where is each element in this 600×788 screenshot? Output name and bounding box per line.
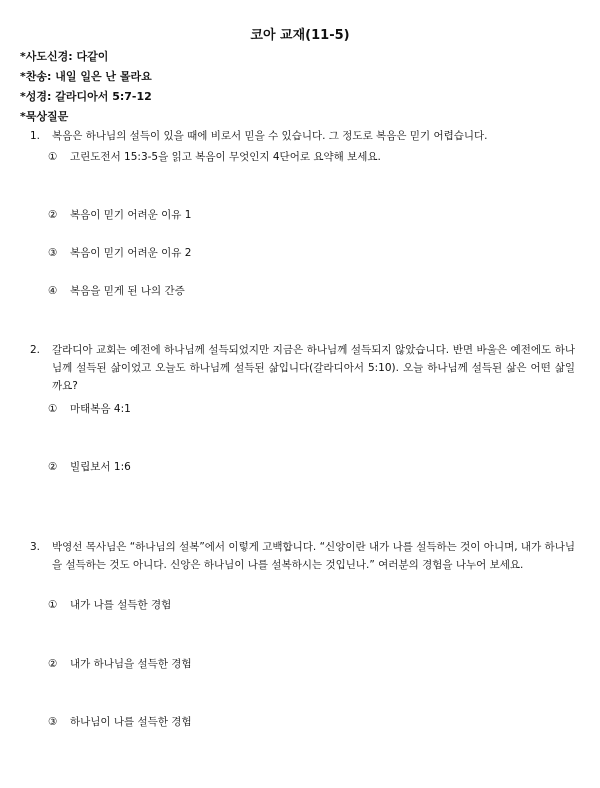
circled-number: ② (48, 209, 58, 221)
circled-number: ③ (48, 716, 58, 728)
sub-question (48, 401, 131, 416)
question-3 (30, 538, 575, 574)
sub-question-text: 내가 하나님을 설득한 경험 (70, 658, 192, 670)
circled-number: ① (48, 403, 58, 415)
sub-question (48, 597, 171, 612)
meta-meditation: *묵상질문 (20, 110, 69, 123)
sub-question (48, 656, 192, 671)
circled-number: ② (48, 461, 58, 473)
sub-question-text: 복음이 믿기 어려운 이유 1 (70, 209, 192, 221)
sub-question (48, 245, 191, 260)
meta-scripture: *성경: 갈라디아서 5:7-12 (20, 90, 152, 103)
question-number: 2. (30, 344, 41, 356)
meta-hymn: *찬송: 내일 일은 난 몰라요 (20, 70, 152, 83)
sub-question-text: 내가 나를 설득한 경험 (70, 599, 172, 611)
sub-question-text: 마태복음 4:1 (70, 403, 131, 415)
question-1 (30, 127, 575, 145)
circled-number: ② (48, 658, 58, 670)
meta-creed: *사도신경: 다같이 (20, 50, 109, 63)
sub-question-text: 고린도전서 15:3-5을 읽고 복음이 무엇인지 4단어로 요약해 보세요. (70, 151, 381, 163)
sub-question (48, 149, 381, 164)
circled-number: ④ (48, 285, 58, 297)
question-number: 3. (30, 541, 41, 553)
sub-question (48, 207, 191, 222)
sub-question (48, 283, 185, 298)
sub-question-text: 복음을 믿게 된 나의 간증 (70, 285, 185, 297)
question-2 (30, 341, 575, 395)
question-text: 박영선 목사님은 “하나님의 설복”에서 이렇게 고백합니다. “신앙이란 내가 나를 설득하는 것이 아니며, 내가 하나님을 설득하는 것도 아니다. 신앙은 하나님이 나를 설복하시는 것입닌나.” 여러분의 경험을 나누어 보세요. (52, 541, 575, 571)
sub-question-text: 복음이 믿기 어려운 이유 2 (70, 247, 192, 259)
sub-question-text: 빌립보서 1:6 (70, 461, 131, 473)
page-title: 코아 교재(11-5) (250, 28, 350, 43)
circled-number: ③ (48, 247, 58, 259)
question-number: 1. (30, 130, 41, 142)
circled-number: ① (48, 151, 58, 163)
sub-question (48, 459, 131, 474)
sub-question-text: 하나님이 나를 설득한 경험 (70, 716, 192, 728)
circled-number: ① (48, 599, 58, 611)
question-text: 갈라디아 교회는 예전에 하나님께 설득되었지만 지금은 하나님께 설득되지 않았습니다. 반면 바울은 예전에도 하나님께 설득된 삶이었고 오늘도 하나님께 설득된 삶입니다(갈라디아서 5:10). 오늘 하나님께 설득된 삶은 어떤 삶일까요? (52, 344, 575, 392)
question-text: 복음은 하나님의 설득이 있을 때에 비로서 믿을 수 있습니다. 그 정도로 복음은 믿기 어렵습니다. (52, 130, 488, 142)
sub-question (48, 714, 192, 729)
